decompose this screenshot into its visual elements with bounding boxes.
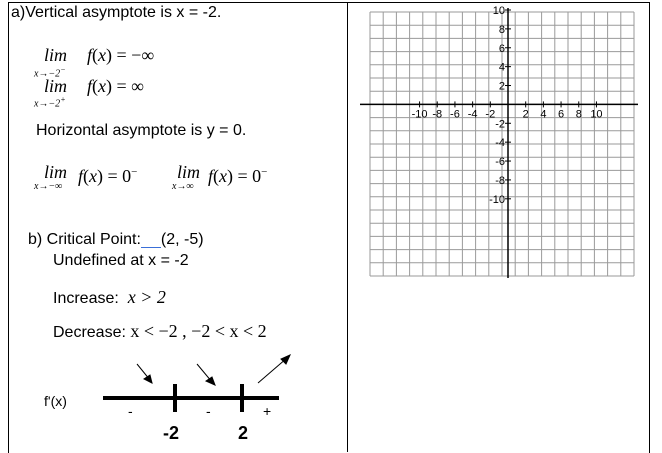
x-tick-label: 2 <box>522 108 529 121</box>
vertical-asymptote-text: a)Vertical asymptote is x = -2. <box>11 4 222 21</box>
limit-3-lim: lim <box>44 162 68 182</box>
y-tick-label: 8 <box>498 23 505 36</box>
sign-middle: - <box>206 403 211 419</box>
y-tick-label: -4 <box>495 137 505 150</box>
sign-right: + <box>263 403 272 419</box>
y-tick-label: -10 <box>489 193 505 206</box>
x-tick-label: 10 <box>590 108 603 121</box>
limit-4-lim: lim <box>177 162 201 182</box>
x-tick-label: -2 <box>485 108 496 121</box>
x-tick-label: 8 <box>575 108 582 121</box>
decrease-value: x < −2 , −2 < x < 2 <box>130 321 267 341</box>
limit-1-subscript: x→−2− <box>34 65 66 80</box>
y-tick-label: -8 <box>495 174 505 187</box>
coordinate-grid <box>348 2 648 292</box>
x-tick-label: 4 <box>540 108 547 121</box>
limit-4-expression: f(x) = 0− <box>208 166 268 186</box>
sign-chart-label: f'(x) <box>44 393 67 409</box>
horizontal-asymptote-text: Horizontal asymptote is y = 0. <box>36 122 247 139</box>
y-tick-label: 10 <box>492 5 505 17</box>
sign-left: - <box>128 403 133 419</box>
limit-2-expression: f(x) = ∞ <box>87 76 144 96</box>
decrease-row <box>53 322 267 342</box>
y-tick-label: 2 <box>498 80 505 93</box>
y-tick-label: 4 <box>498 61 505 74</box>
critical-point <box>28 231 204 249</box>
x-tick-label: 6 <box>558 108 565 121</box>
increase-value: x > 2 <box>127 287 166 307</box>
critical-point-label: b) Critical Point: <box>28 231 141 248</box>
arrow-increasing-right <box>258 358 287 383</box>
x-tick-label: -4 <box>467 108 478 121</box>
limit-1-expression: f(x) = −∞ <box>87 45 155 65</box>
limit-2-lim: lim <box>44 76 68 96</box>
undefined-text: Undefined at x = -2 <box>53 252 189 269</box>
limit-4-subscript: x→∞ <box>172 181 194 192</box>
limit-3-subscript: x→−∞ <box>34 181 63 192</box>
limit-1-lim: lim <box>44 45 68 65</box>
y-tick-label: 6 <box>498 42 505 55</box>
point-label-neg2: -2 <box>163 423 180 443</box>
x-tick-label: -6 <box>450 108 460 121</box>
x-tick-label: -8 <box>432 108 443 121</box>
arrow-head-middle <box>206 377 215 385</box>
limit-2-subscript: x→−2+ <box>34 95 66 110</box>
sign-chart <box>0 350 347 452</box>
point-label-2: 2 <box>238 423 249 443</box>
increase-row <box>53 288 166 308</box>
x-tick-label: -10 <box>411 108 428 121</box>
critical-point-value: (2, -5) <box>160 231 204 248</box>
decrease-label: Decrease: <box>53 324 126 341</box>
increase-label: Increase: <box>53 290 119 307</box>
y-tick-label: -6 <box>495 156 505 169</box>
limit-3-expression: f(x) = 0− <box>78 166 138 186</box>
underline-blank <box>141 231 161 248</box>
y-tick-label: -2 <box>495 118 505 131</box>
arrow-head-left <box>144 375 152 383</box>
